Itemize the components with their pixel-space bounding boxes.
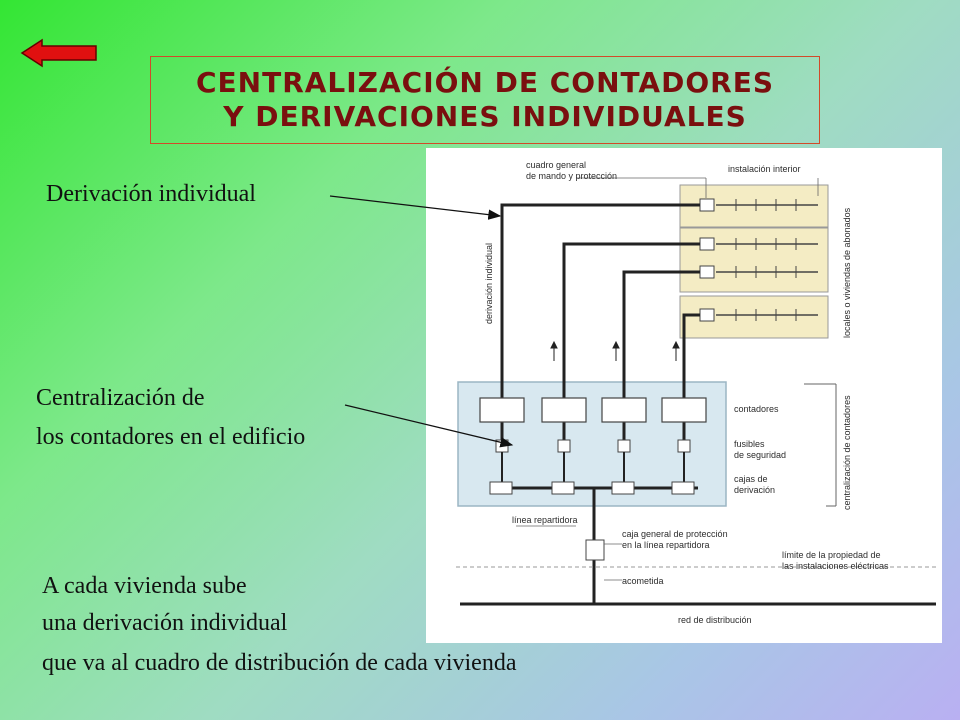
- txt-instalacion-interior: instalación interior: [728, 164, 801, 174]
- installation-diagram: [426, 148, 942, 643]
- title-line-1: CENTRALIZACIÓN DE CONTADORES: [195, 66, 775, 99]
- label-derivacion-individual: Derivación individual: [46, 181, 256, 207]
- txt-limite-2: las instalaciones eléctricas: [782, 561, 889, 571]
- txt-derivacion-vertical: derivación individual: [484, 242, 494, 324]
- txt-cajas-2: derivación: [734, 485, 776, 495]
- txt-centralizacion-vertical: centralización de contadores: [842, 395, 852, 510]
- label-centralizacion-line-1: Centralización de: [36, 385, 205, 411]
- txt-linea-repartidora: línea repartidora: [512, 515, 578, 525]
- txt-caja-general-2: en la línea repartidora: [622, 540, 710, 550]
- txt-acometida: acometida: [622, 576, 664, 586]
- txt-contadores: contadores: [734, 404, 779, 414]
- txt-fusibles-1: fusibles: [734, 439, 765, 449]
- txt-fusibles-2: de seguridad: [734, 450, 787, 460]
- txt-cajas-1: cajas de: [734, 474, 768, 484]
- note-line-3: que va al cuadro de distribución de cada vivienda: [42, 650, 517, 676]
- label-centralizacion-line-2: los contadores en el edificio: [36, 424, 306, 450]
- txt-locales-vertical: locales o viviendas de abonados: [842, 207, 852, 338]
- txt-caja-general-1: caja general de protección: [622, 529, 728, 539]
- meter-2: [542, 398, 586, 422]
- back-arrow-icon[interactable]: [20, 38, 100, 68]
- txt-cuadro-general-2: de mando y protección: [526, 171, 618, 181]
- note-line-2: una derivación individual: [42, 610, 288, 636]
- meter-4: [662, 398, 706, 422]
- txt-red-distribucion: red de distribución: [678, 615, 752, 625]
- title-box: [150, 56, 820, 144]
- note-line-1: A cada vivienda sube: [42, 573, 247, 599]
- meter-1: [480, 398, 524, 422]
- txt-cuadro-general-1: cuadro general: [526, 160, 587, 170]
- meter-3: [602, 398, 646, 422]
- title-line-2: Y DERIVACIONES INDIVIDUALES: [223, 100, 747, 133]
- txt-limite-1: límite de la propiedad de: [782, 550, 881, 560]
